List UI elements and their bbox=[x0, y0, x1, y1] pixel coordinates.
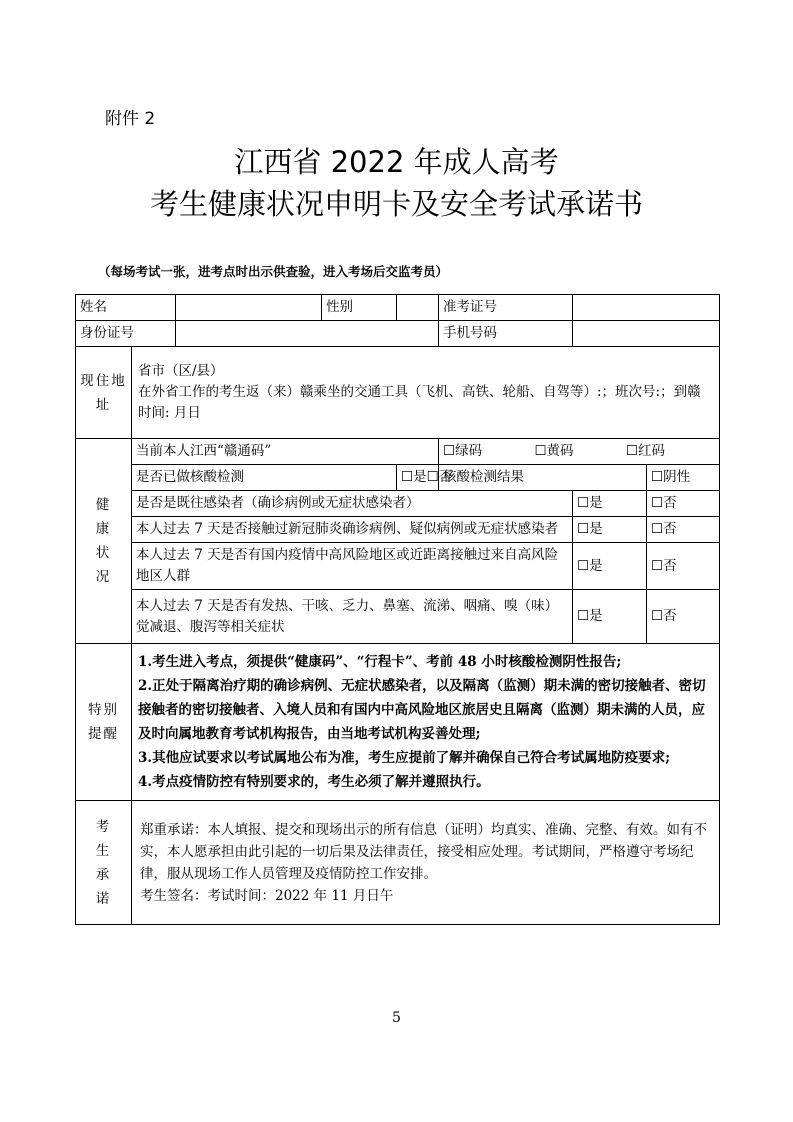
document-title-line2: 考生健康状况申明卡及安全考试承诺书 bbox=[149, 187, 643, 221]
infected-question: 是否是既往感染者（确诊病例或无症状感染者） bbox=[132, 491, 573, 517]
address-line1: 省市（区/县） bbox=[138, 363, 224, 379]
green-code-checkbox[interactable]: ☐绿码 bbox=[443, 443, 483, 459]
risk-area-question: 本人过去 7 天是否有国内疫情中高风险地区或近距离接触过来自高风险地区人群 bbox=[132, 543, 573, 590]
health-code-options[interactable] bbox=[439, 439, 720, 465]
id-card-label: 身份证号 bbox=[76, 321, 176, 347]
contact-yes[interactable]: ☐是 bbox=[573, 517, 647, 543]
reminder-item-3: 3.其他应试要求以考试属地公布为准，考生应提前了解并确保自己符合考试属地防疫要求; bbox=[138, 750, 671, 766]
risk-yes[interactable]: ☐是 bbox=[573, 543, 647, 590]
promise-content bbox=[132, 801, 720, 925]
id-card-field[interactable] bbox=[176, 321, 439, 347]
name-label: 姓名 bbox=[76, 295, 176, 321]
address-section-label: 现住地址 bbox=[76, 347, 132, 439]
promise-text: 郑重承诺：本人填报、提交和现场出示的所有信息（证明）均真实、准确、完整、有效。如有不实，本人愿承担由此引起的一切后果及法律责任，接受相应处理。考试期间，严格遵守考场纪律，服从现场工作人员管理及疫情防控工作安排。 bbox=[140, 821, 707, 882]
symptoms-no[interactable]: ☐否 bbox=[647, 590, 720, 644]
contact-no[interactable]: ☐否 bbox=[647, 517, 720, 543]
reminder-section-label: 特别提醒 bbox=[76, 644, 132, 801]
contact-question: 本人过去 7 天是否接触过新冠肺炎确诊病例、疑似病例或无症状感染者 bbox=[132, 517, 573, 543]
reminder-item-1: 1.考生进入考点，须提供“健康码”、“行程卡”、考前 48 小时核酸检测阴性报告; bbox=[138, 654, 622, 670]
risk-no[interactable]: ☐否 bbox=[647, 543, 720, 590]
document-title-line1: 江西省 2022 年成人高考 bbox=[234, 145, 559, 179]
yellow-code-checkbox[interactable]: ☐黄码 bbox=[534, 443, 574, 459]
reminder-item-4: 4.考点疫情防控有特别要求的，考生必须了解并遵照执行。 bbox=[138, 774, 490, 790]
exam-id-label: 准考证号 bbox=[439, 295, 573, 321]
nat-options[interactable]: ☐是☐否 bbox=[397, 465, 439, 491]
symptoms-yes[interactable]: ☐是 bbox=[573, 590, 647, 644]
page-number: 5 bbox=[392, 1010, 401, 1026]
symptoms-question: 本人过去 7 天是否有发热、干咳、乏力、鼻塞、流涕、咽痛、嗅（味）觉减退、腹泻等相关症状 bbox=[132, 590, 573, 644]
phone-field[interactable] bbox=[573, 321, 720, 347]
red-code-checkbox[interactable]: ☐红码 bbox=[625, 443, 665, 459]
signature-line[interactable]: 考生签名：考试时间：2022 年 11 月日午 bbox=[140, 887, 394, 904]
attachment-label: 附件 2 bbox=[105, 109, 156, 129]
reminder-item-2: 2.正处于隔离治疗期的确诊病例、无症状感染者，以及隔离（监测）期未满的密切接触者、密切接触者的密切接触者、入境人员和有国内中高风险地区旅居史且隔离（监测）期未满的人员，应及时向属地教育考试机构报告，由当地考试机构妥善处理; bbox=[138, 678, 706, 742]
negative-checkbox[interactable]: ☐阴性 bbox=[647, 465, 720, 491]
nat-question: 是否已做核酸检测 bbox=[132, 465, 397, 491]
name-field[interactable] bbox=[176, 295, 322, 321]
health-code-question: 当前本人江西“赣通码” bbox=[132, 439, 439, 465]
infected-no[interactable]: ☐否 bbox=[647, 491, 720, 517]
health-declaration-form bbox=[75, 294, 720, 925]
health-section-label: 健康状况 bbox=[76, 439, 132, 644]
nat-result-label: 核酸检测结果 bbox=[439, 465, 647, 491]
address-field[interactable] bbox=[132, 347, 720, 439]
phone-label: 手机号码 bbox=[439, 321, 573, 347]
address-line2: 在外省工作的考生返（来）赣乘坐的交通工具（飞机、高铁、轮船、自驾等）:；班次号:；到赣时间: 月日 bbox=[138, 384, 701, 421]
promise-section-label: 考生承诺 bbox=[76, 801, 132, 925]
reminder-content bbox=[132, 644, 720, 801]
gender-label: 性别 bbox=[322, 295, 397, 321]
infected-yes[interactable]: ☐是 bbox=[573, 491, 647, 517]
gender-field[interactable] bbox=[397, 295, 439, 321]
exam-id-field[interactable] bbox=[573, 295, 720, 321]
usage-note: （每场考试一张，进考点时出示供查验，进入考场后交监考员） bbox=[98, 264, 449, 279]
